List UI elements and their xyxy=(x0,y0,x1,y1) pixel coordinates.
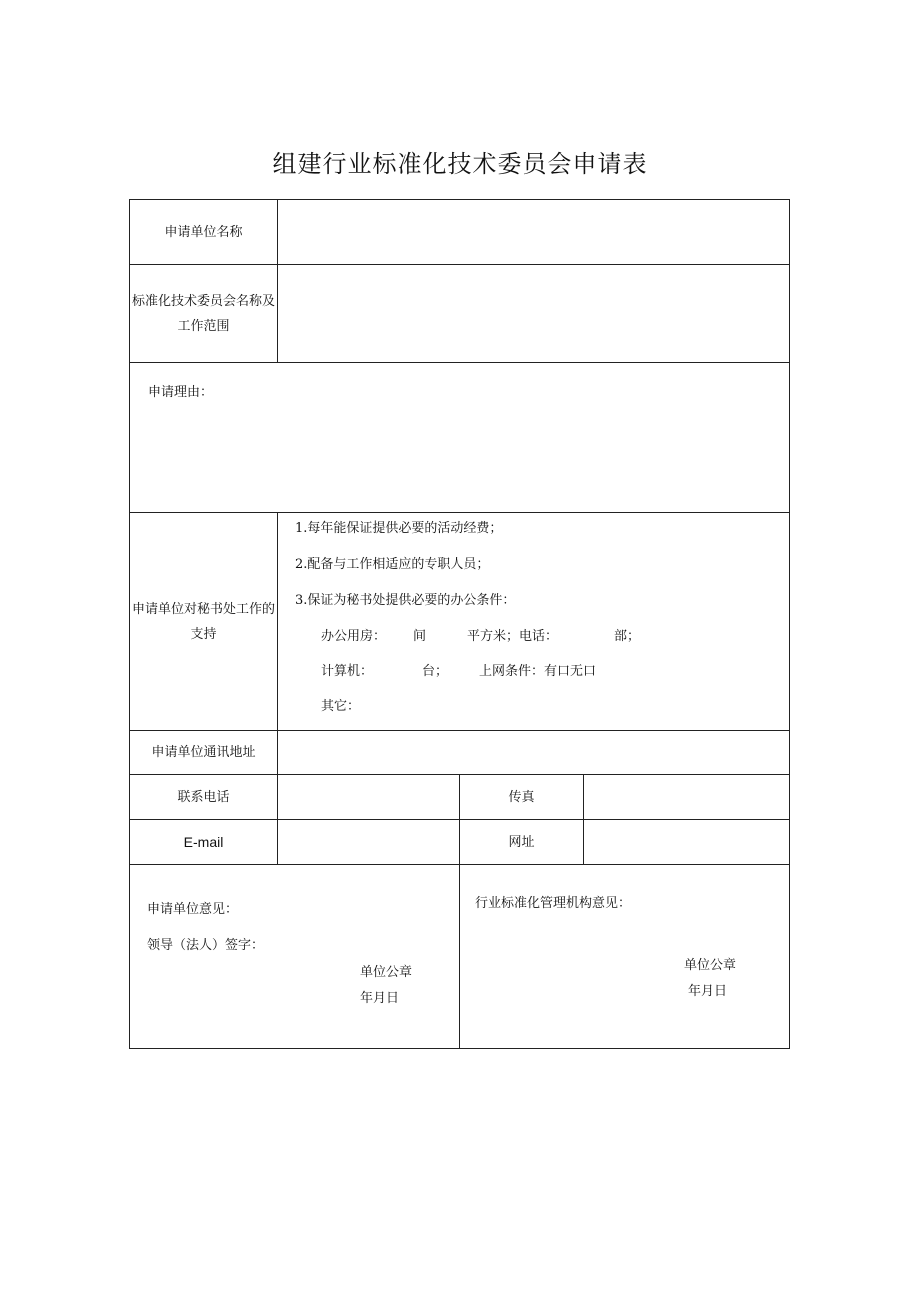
committee-name-scope-field[interactable] xyxy=(278,265,789,362)
room-unit-label: 间 xyxy=(413,629,427,644)
phone-field[interactable] xyxy=(278,775,459,819)
support-item: 3.保证为秘书处提供必要的办公条件： xyxy=(295,593,516,608)
committee-label-line1: 标准化技术委员会名称及 xyxy=(131,293,275,309)
computer-label: 计算机： xyxy=(321,664,374,679)
page-title: 组建行业标准化技术委员会申请表 xyxy=(272,150,648,178)
internet-label: 上网条件：有口无口 xyxy=(479,664,597,679)
leader-signature-label: 领导（法人）签字： xyxy=(147,938,265,953)
date-label-left: 年月日 xyxy=(360,991,400,1006)
address-label: 申请单位通讯地址 xyxy=(151,745,256,760)
phone-unit-label: 部； xyxy=(614,629,641,644)
unit-seal-label-right: 单位公章 xyxy=(684,958,737,973)
phone-label: 联系电话 xyxy=(177,789,230,805)
website-field[interactable] xyxy=(584,820,789,864)
website-label: 网址 xyxy=(508,834,535,850)
support-item: 2.配备与工作相适应的专职人员； xyxy=(295,557,490,572)
support-item: 1.每年能保证提供必要的活动经费； xyxy=(295,521,503,536)
support-label-line1: 申请单位对秘书处工作的 xyxy=(131,601,275,617)
support-label-line2: 支持 xyxy=(190,626,217,642)
secretariat-support-label xyxy=(130,513,277,730)
applicant-name-label: 申请单位名称 xyxy=(164,224,243,240)
applicant-name-field[interactable] xyxy=(278,200,789,264)
committee-label-line2: 工作范围 xyxy=(177,318,230,334)
unit-seal-label-left: 单位公章 xyxy=(360,965,413,980)
address-field[interactable] xyxy=(278,731,789,774)
committee-name-scope-label xyxy=(130,265,277,362)
computer-unit-label: 台； xyxy=(422,664,449,679)
date-label-right: 年月日 xyxy=(688,984,728,999)
email-label: E-mail xyxy=(183,833,224,850)
sqm-phone-label: 平方米；电话： xyxy=(467,629,559,644)
applicant-opinion-label: 申请单位意见： xyxy=(147,902,239,917)
reason-field[interactable] xyxy=(130,405,789,511)
other-label: 其它： xyxy=(321,699,361,714)
email-field[interactable] xyxy=(278,820,459,864)
fax-label: 传真 xyxy=(508,789,535,805)
reason-label: 申请理由： xyxy=(148,385,214,400)
fax-field[interactable] xyxy=(584,775,789,819)
office-room-label: 办公用房： xyxy=(321,629,387,644)
authority-opinion-label: 行业标准化管理机构意见： xyxy=(475,896,632,911)
